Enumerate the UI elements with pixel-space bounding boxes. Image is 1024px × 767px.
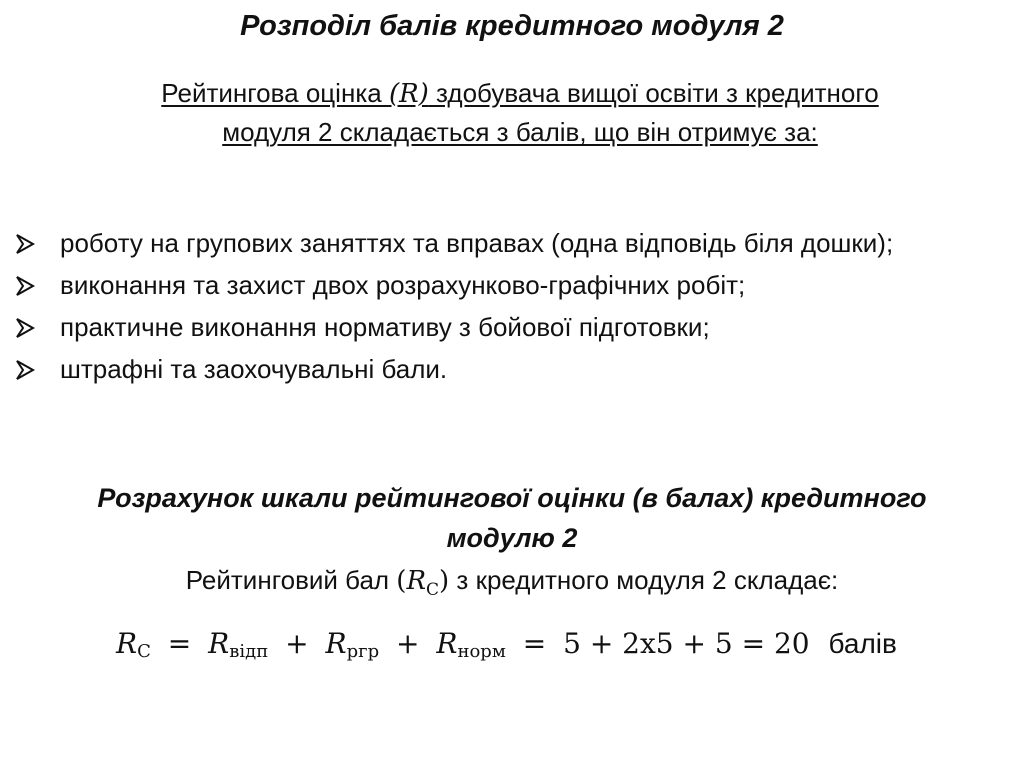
rating-formula bbox=[116, 624, 897, 672]
list-item bbox=[0, 350, 1014, 388]
section-subtitle: Розрахунок шкали рейтингової оцінки (в балах) кредитного модулю 2 bbox=[97, 483, 927, 553]
intro-text-end: здобувача вищої освіти з кредитного bbox=[428, 78, 879, 108]
criteria-list bbox=[0, 224, 1014, 392]
rating-symbol: R bbox=[406, 566, 427, 596]
formula-plus: + bbox=[396, 627, 420, 660]
formula-equals: = bbox=[167, 627, 192, 660]
list-item-text: практичне виконання нормативу з бойової підготовки; bbox=[60, 312, 710, 342]
formula-unit: балів bbox=[828, 628, 897, 659]
rating-text-start: Рейтинговий бал bbox=[185, 565, 397, 595]
list-item bbox=[0, 266, 1014, 304]
formula-term-2: R bbox=[325, 627, 347, 660]
arrow-bullet-icon bbox=[14, 275, 36, 297]
formula-term-1-subscript: відп bbox=[229, 641, 269, 662]
intro-line-1 bbox=[161, 78, 878, 108]
list-item-text: виконання та захист двох розрахунково-графічних робіт; bbox=[60, 270, 746, 300]
list-item bbox=[0, 308, 1014, 346]
intro-text-start: Рейтингова оцінка bbox=[161, 78, 389, 108]
rating-symbol: (R) bbox=[388, 79, 429, 109]
rating-symbol-open: ( bbox=[396, 566, 407, 596]
rating-symbol-close: ) bbox=[439, 566, 450, 596]
formula-term-1: R bbox=[208, 627, 230, 660]
slide-title: Розподіл балів кредитного модуля 2 bbox=[240, 10, 784, 42]
rating-symbol-subscript: С bbox=[426, 580, 440, 601]
formula-plus: + bbox=[285, 627, 309, 660]
formula-term-3-subscript: норм bbox=[457, 641, 506, 662]
rating-text-end: з кредитного модуля 2 складає: bbox=[449, 565, 839, 595]
arrow-bullet-icon bbox=[14, 317, 36, 339]
intro-paragraph bbox=[80, 74, 960, 151]
list-item-text: штрафні та заохочувальні бали. bbox=[60, 354, 448, 384]
rating-statement bbox=[0, 560, 1024, 610]
formula-term-2-subscript: ргр bbox=[346, 641, 380, 662]
intro-line-2: модуля 2 складається з балів, що він отримує за: bbox=[222, 117, 818, 147]
arrow-bullet-icon bbox=[14, 233, 36, 255]
list-item bbox=[0, 224, 1014, 262]
list-item-text: роботу на групових заняттях та вправах (одна відповідь біля дошки); bbox=[60, 228, 894, 258]
formula-equals: = bbox=[522, 627, 547, 660]
formula-calculation: 5 + 2х5 + 5 = 20 bbox=[563, 627, 810, 660]
arrow-bullet-icon bbox=[14, 359, 36, 381]
formula-lhs-subscript: С bbox=[137, 641, 151, 662]
formula-lhs: R bbox=[116, 627, 138, 660]
formula-term-3: R bbox=[436, 627, 458, 660]
